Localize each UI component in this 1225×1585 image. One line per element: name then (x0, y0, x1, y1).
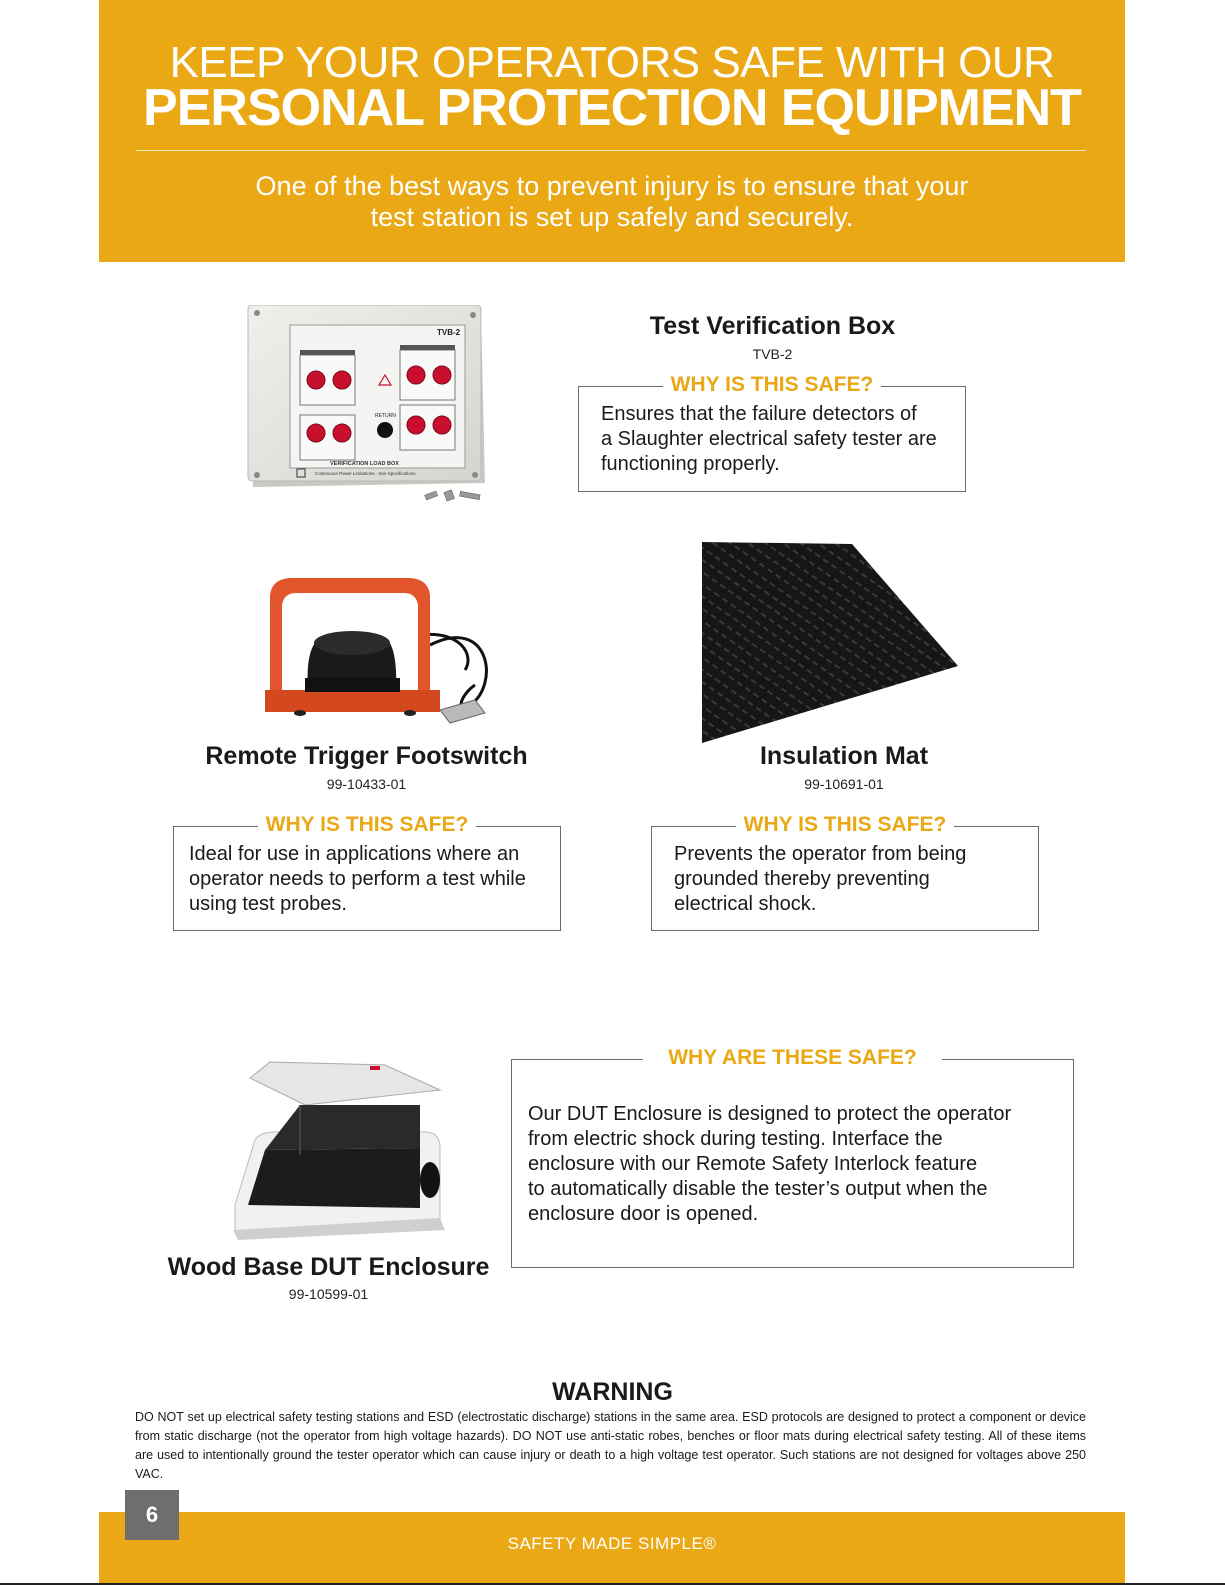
footswitch-line-3: using test probes. (189, 893, 347, 915)
tvb-line-3: functioning properly. (601, 453, 780, 475)
enclosure-line-2: from electric shock during testing. Interface the (528, 1128, 943, 1150)
enclosure-title: Wood Base DUT Enclosure (167, 1253, 490, 1281)
insulation-mat-title: Insulation Mat (759, 742, 929, 770)
mat-safety-box (651, 813, 1039, 931)
footswitch-code: 99-10433-01 (326, 776, 407, 792)
page-number: 6 (125, 1490, 179, 1540)
svg-text:VERIFICATION LOAD BOX: VERIFICATION LOAD BOX (330, 461, 399, 467)
tvb-line-2: a Slaughter electrical safety tester are (601, 428, 937, 450)
enclosure-safety-text (528, 1102, 1011, 1227)
mat-line-2: grounded thereby preventing (674, 868, 930, 890)
test-verification-box-code: TVB-2 (752, 346, 793, 362)
enclosure-code: 99-10599-01 (288, 1286, 369, 1302)
footswitch-safety-text (189, 842, 526, 917)
dut-enclosure-image (230, 1060, 455, 1240)
test-verification-box-title: Test Verification Box (649, 312, 896, 340)
tvb-safety-text (601, 402, 937, 477)
mat-line-1: Prevents the operator from being (674, 843, 967, 865)
tvb-safety-heading: WHY IS THIS SAFE? (663, 373, 882, 396)
enclosure-line-1: Our DUT Enclosure is designed to protect the operator (528, 1103, 1012, 1125)
footer-tagline: SAFETY MADE SIMPLE® (507, 1534, 717, 1553)
footswitch-line-1: Ideal for use in applications where an (189, 843, 520, 865)
svg-text:RETURN: RETURN (375, 413, 396, 419)
enclosure-safety-heading: WHY ARE THESE SAFE? (643, 1046, 942, 1069)
mat-safety-text (674, 842, 966, 917)
footswitch-title: Remote Trigger Footswitch (205, 742, 528, 770)
test-verification-box-image (245, 305, 500, 510)
enclosure-line-4: to automatically disable the tester’s output when the (528, 1178, 988, 1200)
mat-line-3: electrical shock. (674, 893, 817, 915)
header-subtitle-line2: test station is set up safely and securely. (370, 202, 854, 232)
warning-text: DO NOT set up electrical safety testing stations and ESD (electrostatic discharge) stations in the same area. ESD protocols are designed to protect a component or device from static discharge (not the operator from high voltage hazards). DO NOT use anti-static robes, benches or floor mats during electrical safety testing. All of these items are used to intentionally ground the tester operator which can cause injury or death to a high voltage test operator. Such stations are not designed for voltages above 250 VAC. (135, 1410, 1086, 1481)
footswitch-image (260, 575, 500, 725)
tvb-line-1: Ensures that the failure detectors of (601, 403, 917, 425)
enclosure-line-5: enclosure door is opened. (528, 1203, 759, 1225)
footswitch-line-2: operator needs to perform a test while (189, 868, 526, 890)
header-banner (99, 0, 1125, 262)
warning-title: WARNING (552, 1378, 673, 1406)
svg-text:Continuous Power Limitations -: Continuous Power Limitations - See Specifications (315, 471, 416, 476)
header-title: PERSONAL PROTECTION EQUIPMENT (143, 79, 1081, 137)
enclosure-safety-box (511, 1046, 1074, 1268)
header-subtitle (99, 171, 1125, 233)
insulation-mat-image (700, 540, 960, 745)
enclosure-line-3: enclosure with our Remote Safety Interlock feature (528, 1153, 978, 1175)
svg-text:TVB-2: TVB-2 (437, 328, 461, 337)
mat-safety-heading: WHY IS THIS SAFE? (736, 813, 955, 836)
footswitch-safety-heading: WHY IS THIS SAFE? (258, 813, 477, 836)
tvb-safety-box (578, 373, 966, 492)
header-divider (136, 150, 1086, 151)
insulation-mat-code: 99-10691-01 (804, 776, 884, 792)
header-subtitle-line1: One of the best ways to prevent injury is to ensure that your (255, 171, 969, 201)
footswitch-safety-box (173, 813, 561, 931)
footer-banner (99, 1512, 1125, 1585)
header-line1: KEEP YOUR OPERATORS SAFE WITH OUR (169, 38, 1055, 87)
